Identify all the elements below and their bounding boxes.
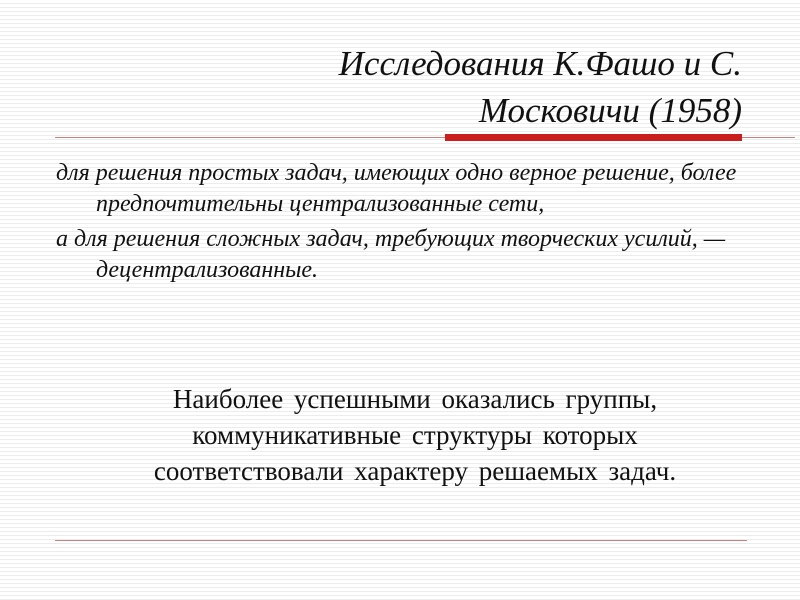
- title-accent-bar: [445, 134, 742, 141]
- slide-title-line-2: Московичи (1958): [478, 91, 742, 130]
- conclusion-paragraph: Наиболее успешными оказались группы, коммуникативные структуры которых соответствовали характеру решаемых задач.: [153, 384, 677, 486]
- bullet-list: [56, 158, 756, 290]
- slide-title: [102, 40, 742, 134]
- bullet-item-centralized: для решения простых задач, имеющих одно верное решение, более предпочтительны централизованные сети,: [56, 160, 737, 217]
- bullet-item-decentralized: а для решения сложных задач, требующих творческих усилий, — децентрализованные.: [56, 226, 726, 283]
- slide-title-line-1: Исследования К.Фашо и С.: [338, 44, 742, 83]
- footer-divider: [55, 540, 747, 541]
